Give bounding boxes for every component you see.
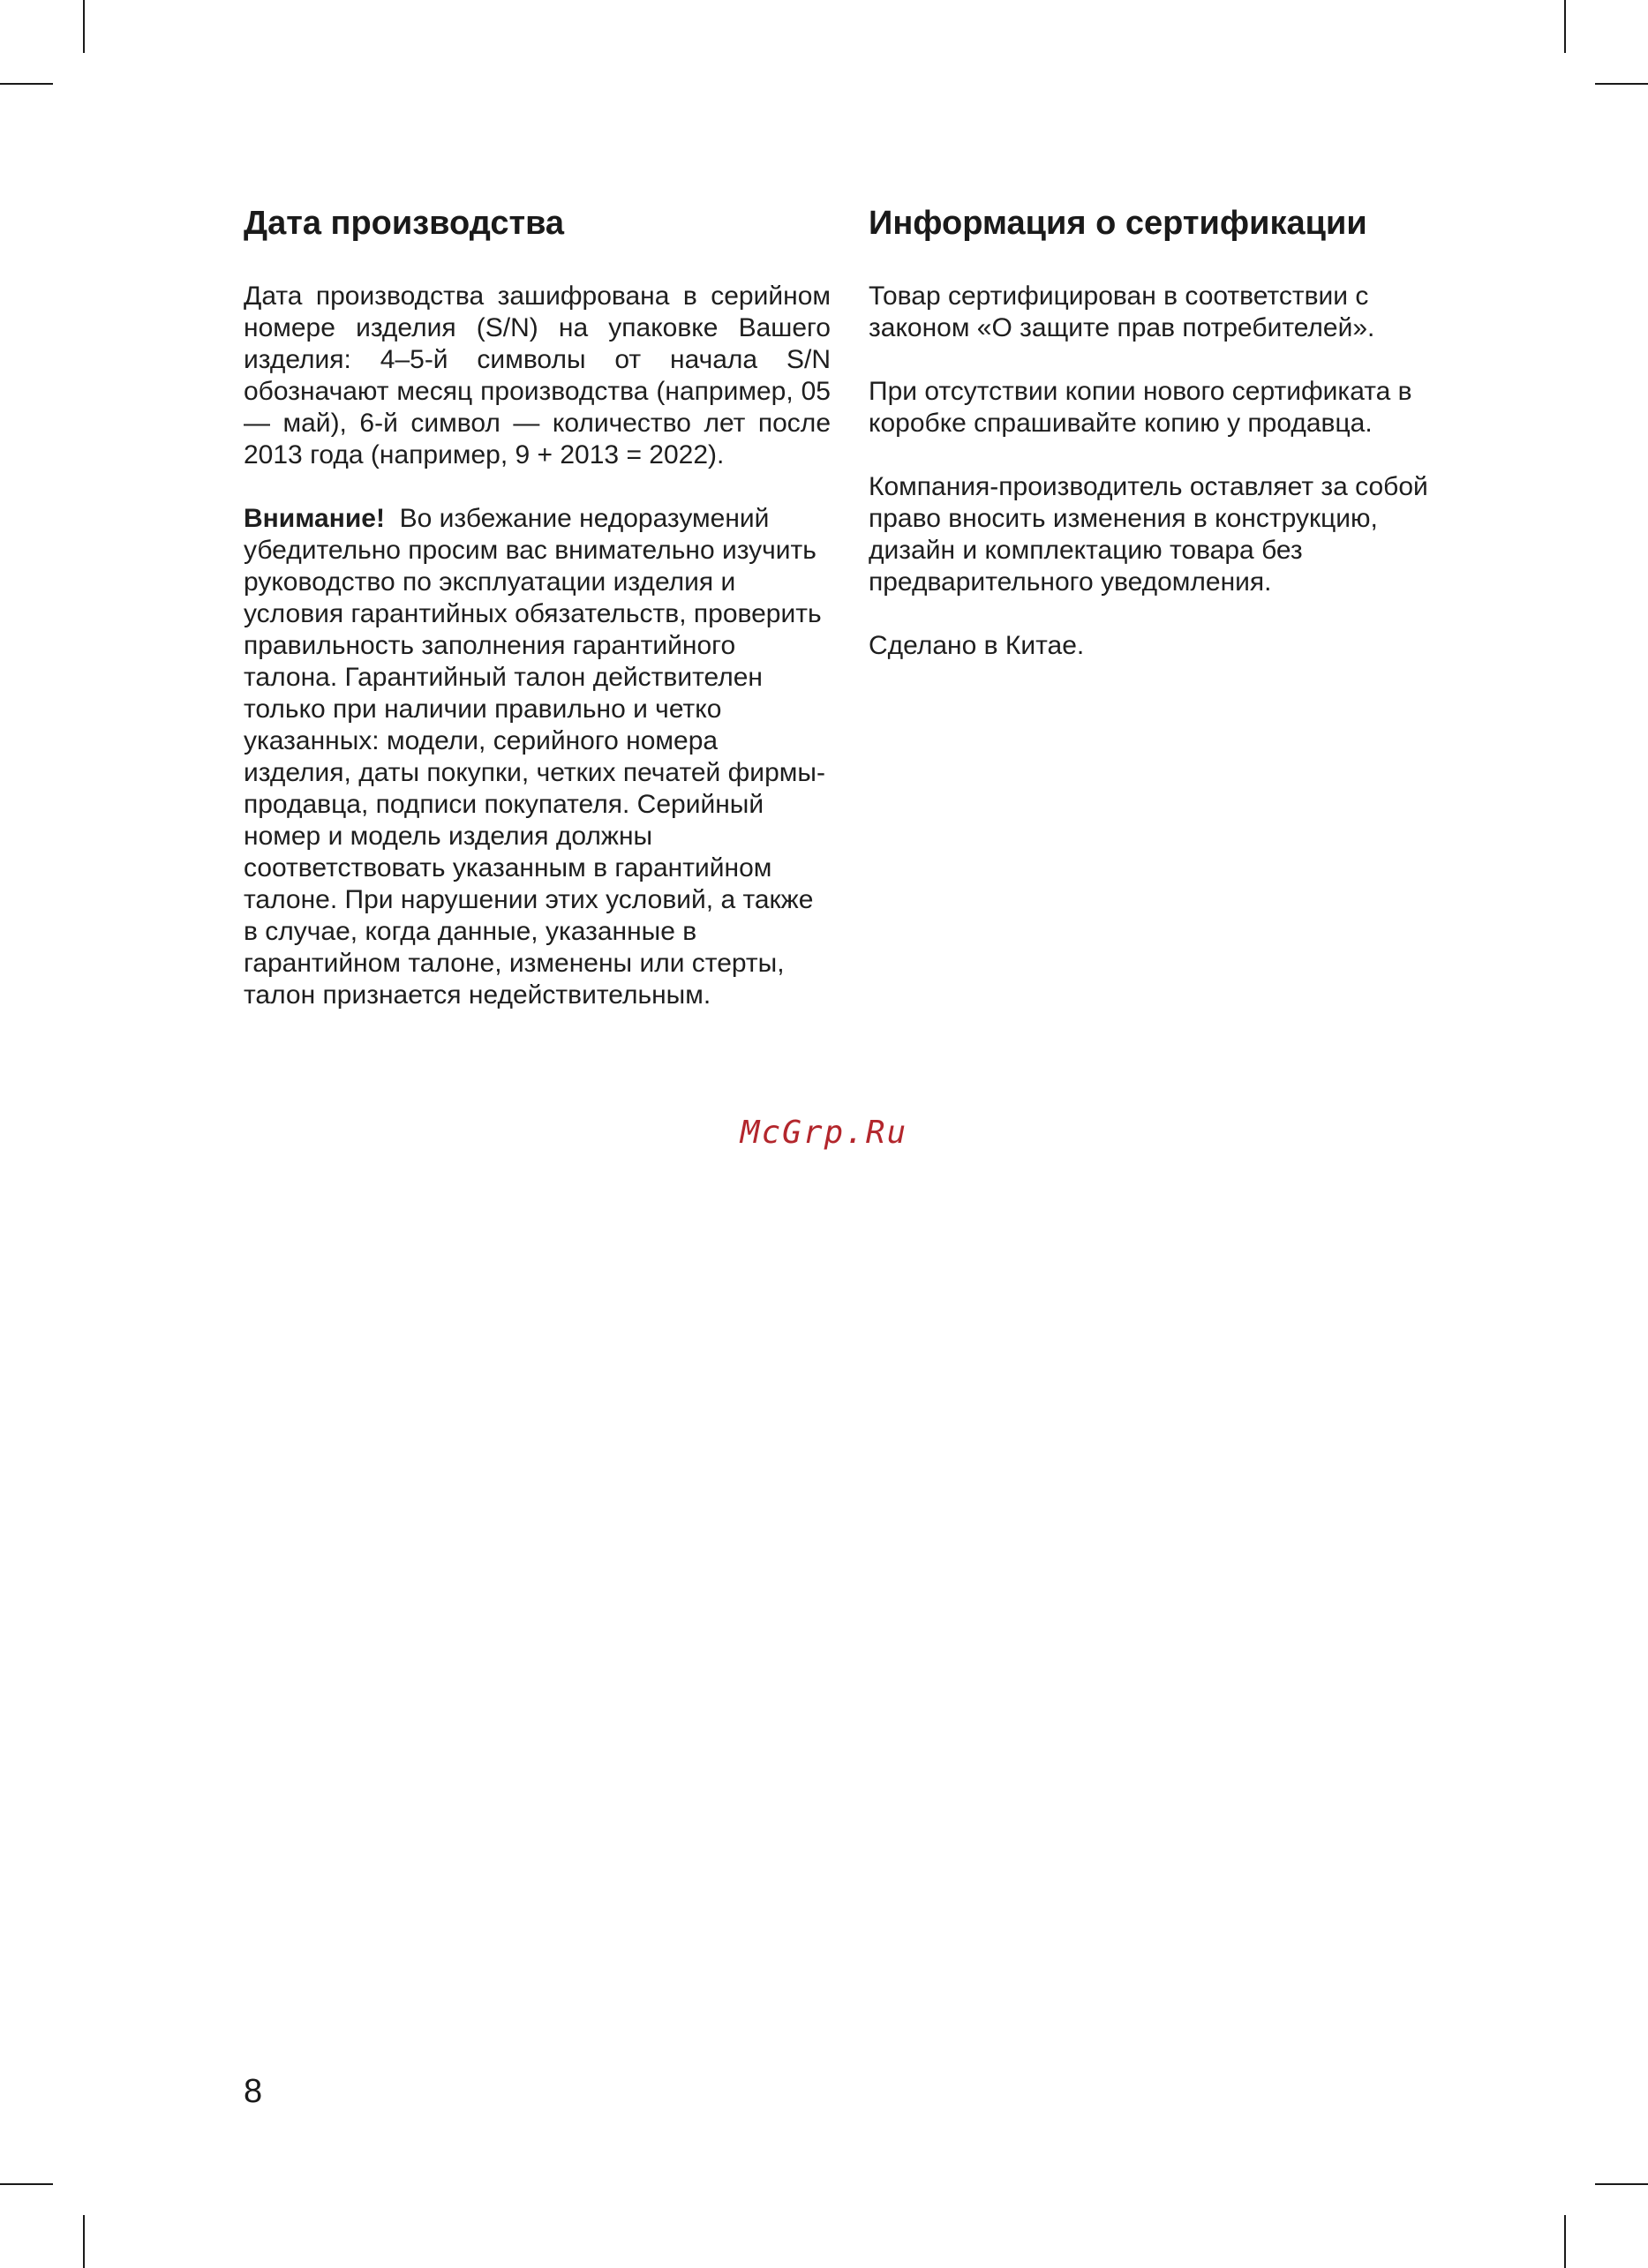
certification-heading: Информация о сертификации [869,205,1367,242]
certification-paragraph-changes: Компания-производитель оставляет за собой право вносить изменения в конструкцию, дизайн и комплектацию товара без предварительного уведомления. [869,472,1428,597]
warning-lead: Внимание! [244,504,385,533]
certification-section [869,198,1442,694]
crop-mark-top-right-horizontal [1595,83,1648,85]
crop-mark-top-left-vertical [83,0,85,53]
certification-paragraph-law: Товар сертифицирован в соответствии с законом «О защите прав потребителей». [869,282,1375,342]
certification-paragraph-origin: Сделано в Китае. [869,631,1085,660]
crop-mark-bottom-left-vertical [83,2215,85,2268]
crop-mark-top-left-horizontal [0,83,53,85]
production-date-section [244,198,831,1043]
warning-text: Во избежание недоразумений убедительно просим вас внимательно изучить руководство по эксплуатации изделия и условия гарантийных обязательств, проверить правильность заполнения гарантийного талона. Гарантийный талон действителен только при наличии правильно и четко указанных: модели, серийного номера изделия, даты покупки, четких печатей фирмы-продавца, подписи покупателя. Серийный номер и модель изделия должны соответствовать указанным в гарантийном талоне. При нарушении этих условий, а также в случае, когда данные, указанные в гарантийном талоне, изменены или стерты, талон признается недействительным. [244,504,825,1010]
crop-mark-bottom-right-horizontal [1595,2183,1648,2185]
crop-mark-bottom-left-horizontal [0,2183,53,2185]
production-date-heading: Дата производства [244,205,565,242]
page-number: 8 [244,2073,263,2110]
site-watermark: McGrp.Ru [740,1115,908,1151]
warning-paragraph [244,503,831,1011]
crop-mark-top-right-vertical [1564,0,1566,53]
crop-mark-bottom-right-vertical [1564,2215,1566,2268]
certification-paragraph-copy: При отсутствии копии нового сертификата в коробке спрашивайте копию у продавца. [869,377,1412,438]
production-date-paragraph: Дата производства зашифрована в серийном номере изделия (S/N) на упаковке Вашего изделия: 4–5-й символы от начала S/N обозначают месяц производства (например, 05 — май), 6-й символ — количество лет после 2013 года (например, 9 + 2013 = 2022). [244,282,831,469]
